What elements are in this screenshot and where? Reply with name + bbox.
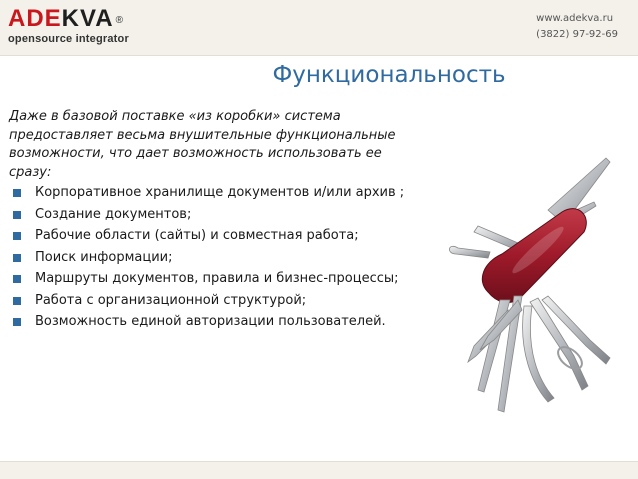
- list-item-text: Поиск информации;: [35, 249, 173, 265]
- list-item: [9, 227, 409, 246]
- list-item: [9, 184, 409, 203]
- square-bullet-icon: [13, 254, 21, 262]
- logo-wordmark: [8, 6, 129, 32]
- list-item: [9, 249, 409, 268]
- square-bullet-icon: [13, 211, 21, 219]
- slide-body: [9, 108, 409, 335]
- slide-title: Функциональность: [272, 62, 506, 88]
- list-item-text: Создание документов;: [35, 206, 192, 222]
- square-bullet-icon: [13, 189, 21, 197]
- logo-text-red: ADE: [8, 5, 62, 32]
- registered-mark: ®: [115, 15, 124, 26]
- slide-header: [0, 0, 638, 56]
- brand-logo: [8, 6, 129, 45]
- contact-info: [536, 11, 618, 43]
- list-item-text: Возможность единой авторизации пользователей.: [35, 314, 386, 329]
- logo-text-dark: KVA: [61, 5, 114, 32]
- list-item-text: Корпоративное хранилище документов и/или архив ;: [35, 185, 405, 200]
- phone-number: (3822) 97-92-69: [536, 29, 618, 40]
- list-item: [9, 292, 409, 311]
- swiss-army-knife-icon: [418, 150, 628, 440]
- logo-tagline: opensource integrator: [8, 33, 129, 45]
- slide-footer: [0, 461, 638, 479]
- square-bullet-icon: [13, 232, 21, 240]
- feature-list: [9, 184, 409, 332]
- square-bullet-icon: [13, 275, 21, 283]
- list-item: [9, 313, 409, 332]
- square-bullet-icon: [13, 318, 21, 326]
- list-item: [9, 270, 409, 289]
- list-item-text: Работа с организационной структурой;: [35, 292, 307, 308]
- intro-paragraph: Даже в базовой поставке «из коробки» система предоставляет весьма внушительные функциональные возможности, что дает возможность использовать ее сразу:: [9, 109, 396, 180]
- square-bullet-icon: [13, 297, 21, 305]
- list-item: [9, 206, 409, 225]
- list-item-text: Рабочие области (сайты) и совместная работа;: [35, 228, 359, 243]
- website-url: www.adekva.ru: [536, 13, 614, 24]
- list-item-text: Маршруты документов, правила и бизнес-процессы;: [35, 271, 399, 286]
